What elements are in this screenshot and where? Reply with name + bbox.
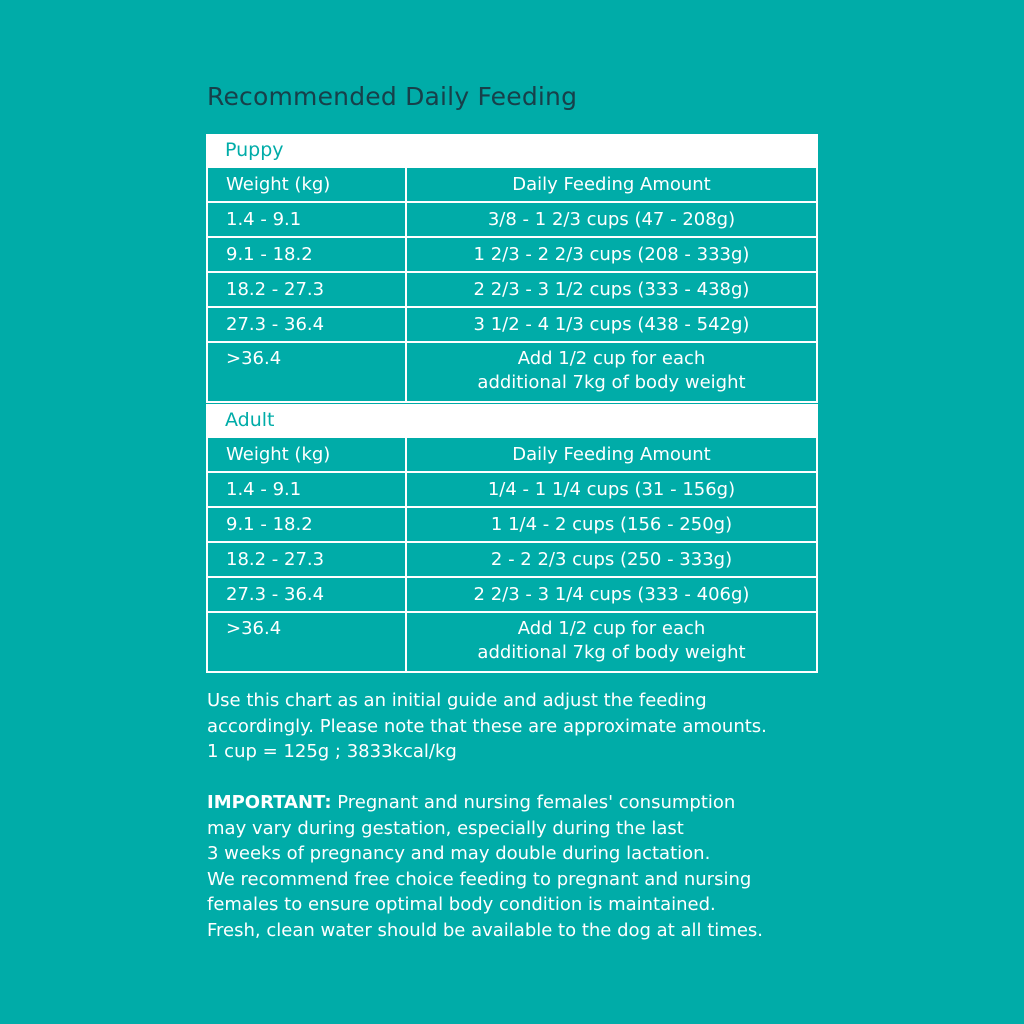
- adult-section-header: Adult: [206, 404, 818, 437]
- important-line: 3 weeks of pregnancy and may double during lactation.: [207, 843, 711, 864]
- table-header-row: [207, 437, 817, 472]
- weight-cell: >36.4: [207, 342, 406, 402]
- amount-cell: 1 2/3 - 2 2/3 cups (208 - 333g): [406, 237, 817, 272]
- amount-column-header: Daily Feeding Amount: [406, 167, 817, 202]
- usage-note: [207, 688, 827, 765]
- weight-cell: 18.2 - 27.3: [207, 542, 406, 577]
- table-header-row: [207, 167, 817, 202]
- weight-cell: 1.4 - 9.1: [207, 472, 406, 507]
- amount-cell: [406, 612, 817, 672]
- important-first-line-text: Pregnant and nursing females' consumption: [331, 792, 736, 813]
- table-row: [207, 342, 817, 402]
- amount-column-header: Daily Feeding Amount: [406, 437, 817, 472]
- amount-cell: 3/8 - 1 2/3 cups (47 - 208g): [406, 202, 817, 237]
- weight-column-header: Weight (kg): [207, 167, 406, 202]
- important-line: females to ensure optimal body condition is maintained.: [207, 894, 716, 915]
- adult-feeding-table: [206, 436, 818, 673]
- weight-cell: >36.4: [207, 612, 406, 672]
- important-line: Fresh, clean water should be available to the dog at all times.: [207, 919, 764, 941]
- table-row: [207, 542, 817, 577]
- puppy-section-header: Puppy: [206, 134, 818, 167]
- weight-cell: 27.3 - 36.4: [207, 307, 406, 342]
- weight-cell: 18.2 - 27.3: [207, 272, 406, 307]
- amount-cell: 1/4 - 1 1/4 cups (31 - 156g): [406, 472, 817, 507]
- table-row: [207, 237, 817, 272]
- important-line: may vary during gestation, especially during the last: [207, 817, 684, 839]
- weight-cell: 9.1 - 18.2: [207, 237, 406, 272]
- table-row: [207, 307, 817, 342]
- amount-line-1: Add 1/2 cup for each: [517, 348, 706, 369]
- table-row: [207, 272, 817, 307]
- weight-cell: 27.3 - 36.4: [207, 577, 406, 612]
- amount-line-2: additional 7kg of body weight: [477, 372, 746, 393]
- amount-cell: 3 1/2 - 4 1/3 cups (438 - 542g): [406, 307, 817, 342]
- amount-line-1: Add 1/2 cup for each: [517, 618, 706, 639]
- important-first-line: [207, 790, 827, 816]
- table-row: [207, 472, 817, 507]
- important-note: [207, 790, 827, 943]
- weight-column-header: Weight (kg): [207, 437, 406, 472]
- table-row: [207, 577, 817, 612]
- note-line: Use this chart as an initial guide and adjust the feeding: [207, 690, 707, 711]
- important-label: IMPORTANT:: [207, 792, 332, 813]
- table-row: [207, 507, 817, 542]
- amount-cell: 1 1/4 - 2 cups (156 - 250g): [406, 507, 817, 542]
- amount-cell: [406, 342, 817, 402]
- puppy-feeding-table: [206, 166, 818, 403]
- amount-cell: 2 2/3 - 3 1/4 cups (333 - 406g): [406, 577, 817, 612]
- amount-cell: 2 - 2 2/3 cups (250 - 333g): [406, 542, 817, 577]
- note-line: 1 cup = 125g ; 3833kcal/kg: [207, 741, 457, 762]
- table-row: [207, 202, 817, 237]
- amount-line-2: additional 7kg of body weight: [477, 642, 746, 663]
- table-row: [207, 612, 817, 672]
- page-title: Recommended Daily Feeding: [207, 82, 578, 111]
- weight-cell: 9.1 - 18.2: [207, 507, 406, 542]
- note-line: accordingly. Please note that these are approximate amounts.: [207, 715, 767, 737]
- important-line: We recommend free choice feeding to pregnant and nursing: [207, 868, 752, 890]
- amount-cell: 2 2/3 - 3 1/2 cups (333 - 438g): [406, 272, 817, 307]
- weight-cell: 1.4 - 9.1: [207, 202, 406, 237]
